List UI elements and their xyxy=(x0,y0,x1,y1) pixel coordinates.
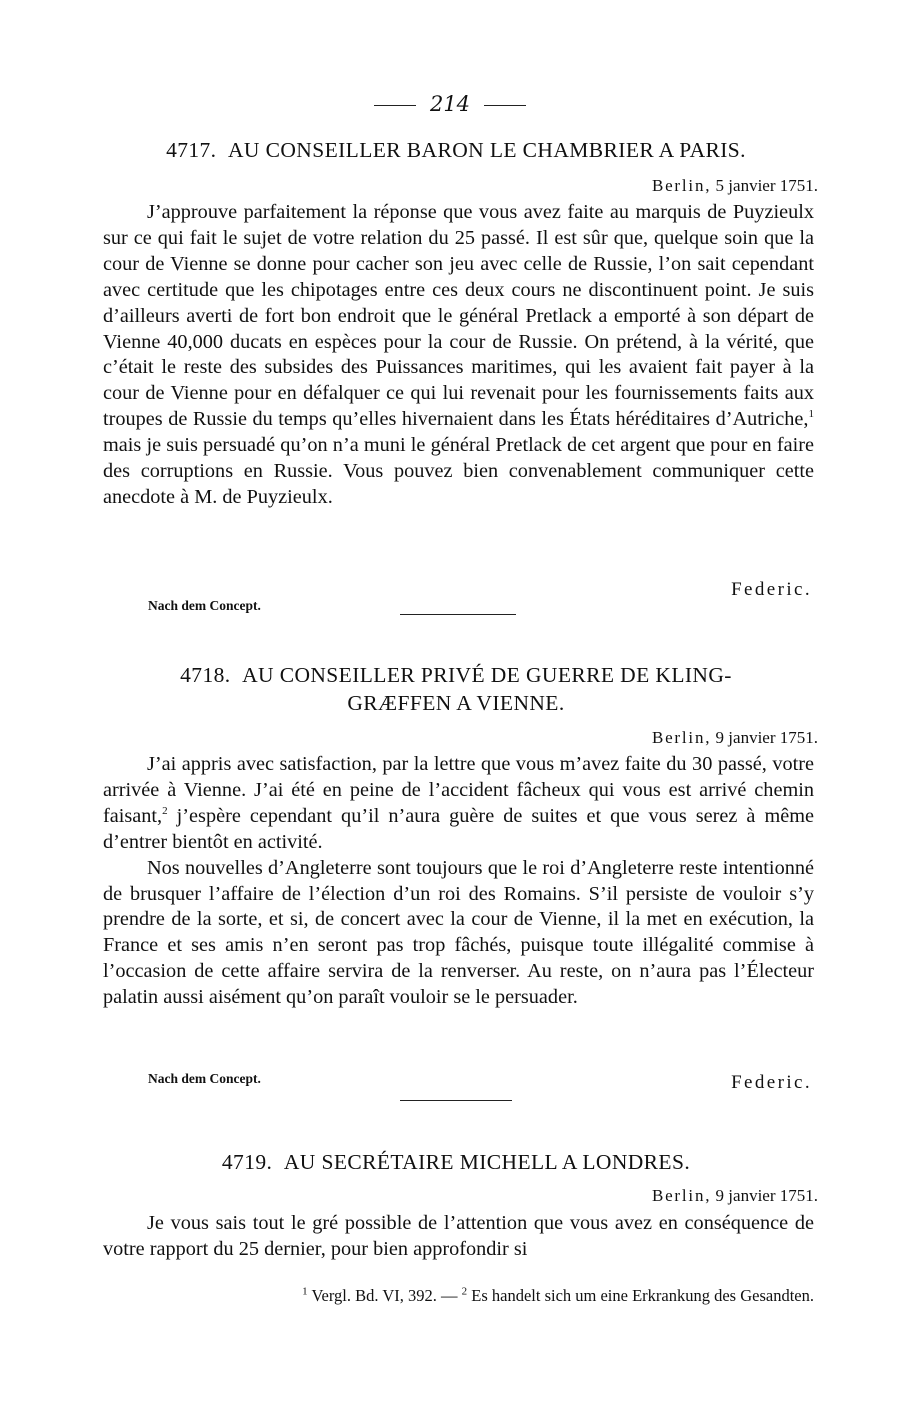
letter-title: AU CONSEILLER BARON LE CHAMBRIER A PARIS. xyxy=(228,138,746,162)
date-place: Berlin, xyxy=(651,1186,712,1205)
paragraph: Je vous sais tout le gré possible de l’attention que vous avez en conséquence de votre rapport du 25 dernier, pour bien approfondir si xyxy=(103,1212,814,1260)
date-place: Berlin, xyxy=(651,176,712,195)
footnote-ref: 2 xyxy=(162,805,168,818)
letter-4719-heading xyxy=(100,1148,812,1176)
letter-4718-source-note: Nach dem Concept. xyxy=(148,1071,261,1086)
letter-4717-source-note: Nach dem Concept. xyxy=(148,598,261,613)
footnotes xyxy=(100,1286,814,1306)
paragraph: J’approuve parfaitement la réponse que vous avez faite au marquis de Puyzieulx sur ce qui fait le sujet de votre relation du 25 passé. Il est sûr que, quelque soin que la cour de Vienne se donne pour cacher son jeu avec celle de Russie, l’on sait cependant avec certitude que les chipotages entre ces deux cours ne discontinuent point. Je suis d’ailleurs averti de fort bon endroit que le général Pretlack a emporté à son départ de Vienne 40,000 ducats en espèces pour la cour de Russie. On prétend, à la vérité, que c’était le reste des subsides des Puissances maritimes, qui les avaient fait payer à la cour de Vienne pour en défalquer ce qui lui revenait pour les fournissements faits aux troupes de Russie du temps qu’elles hivernaient dans les États héréditaires d’Autriche,$^1$ mais je suis persuadé qu’on n’a muni le général Pretlack de cet argent que pour en faire des corruptions en Russie. Vous pouvez bien convenablement communiquer cette anecdote à M. de Puyzieulx. xyxy=(103,201,814,508)
letter-4717-date xyxy=(652,176,818,196)
footnote-1-text: Vergl. Bd. VI, 392. xyxy=(311,1286,437,1305)
page-number-dash-right xyxy=(484,105,526,106)
section-divider xyxy=(400,1100,512,1101)
date-place: Berlin, xyxy=(651,728,712,747)
page-number-line xyxy=(0,92,900,116)
paragraph: J’ai appris avec satisfaction, par la lettre que vous m’avez faite du 30 passé, votre arrivée à Vienne. J’ai été en peine de l’accident fâcheux qui vous est arrivé chemin faisant,$^2$ j’espère cependant qu’il n’aura guère de suites et que vous serez à même d’entrer bientôt en activité. xyxy=(103,753,814,853)
footnote-2-text: Es handelt sich um eine Erkrankung des Gesandten. xyxy=(471,1286,814,1305)
letter-title: AU SECRÉTAIRE MICHELL A LONDRES. xyxy=(283,1150,691,1174)
letter-4718-signature: Federic. xyxy=(731,1072,812,1093)
letter-4718-date xyxy=(652,728,818,748)
letter-4717-signature: Federic. xyxy=(731,579,812,600)
letter-title-line-2: GRÆFFEN A VIENNE. xyxy=(347,691,565,715)
letter-title-line-1: 4718. AU CONSEILLER PRIVÉ DE GUERRE DE KLING- xyxy=(180,663,732,687)
footnote-1-mark: 1 xyxy=(302,1285,308,1298)
letter-number: 4719. xyxy=(221,1150,273,1174)
letter-number: 4717. xyxy=(166,138,217,162)
section-divider xyxy=(400,614,516,615)
date-text: 5 janvier 1751. xyxy=(715,176,818,195)
letter-4719-body xyxy=(103,1211,814,1263)
letter-4717-body xyxy=(103,200,814,511)
page-number: 214 xyxy=(429,92,471,116)
date-text: 9 janvier 1751. xyxy=(715,1186,818,1205)
letter-4718-heading xyxy=(100,661,812,717)
letter-number: 4718. xyxy=(180,663,231,687)
page-number-dash-left xyxy=(374,105,416,106)
date-text: 9 janvier 1751. xyxy=(715,728,818,747)
footnote-ref: 1 xyxy=(808,408,814,421)
footnote-2-mark: 2 xyxy=(461,1285,468,1298)
paragraph: Nos nouvelles d’Angleterre sont toujours que le roi d’Angleterre reste intentionné de brusquer l’affaire de l’élection d’un roi des Romains. S’il persiste de vouloir s’y prendre de la sorte, et si, de concert avec la cour de Vienne, il la met en exécution, la France et ses amis n’en seront pas trop fâchés, puisque toute illégalité commise à l’occasion de cette affaire servira de la renverser. Au reste, on n’aura pas l’Électeur palatin aussi aisément qu’on paraît vouloir se le persuader. xyxy=(103,856,814,1009)
letter-4717-heading xyxy=(100,136,812,164)
letter-4718-body xyxy=(103,752,814,1011)
footnote-separator: — xyxy=(441,1286,458,1305)
letter-4719-date xyxy=(652,1186,818,1206)
